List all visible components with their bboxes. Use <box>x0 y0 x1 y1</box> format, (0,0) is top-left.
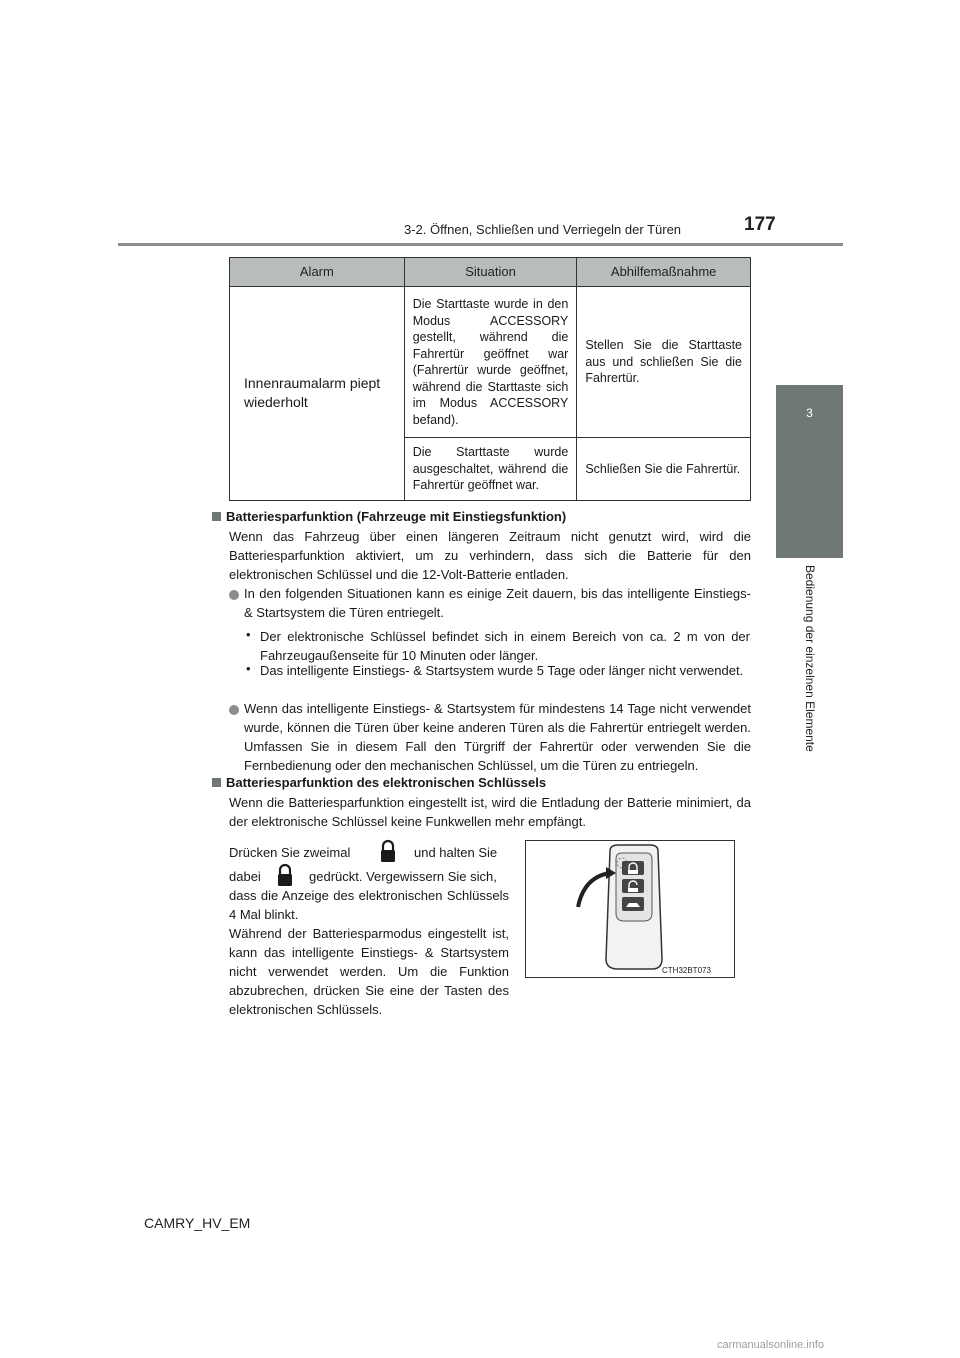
square-bullet-icon <box>212 512 221 521</box>
section-heading-text: Batteriesparfunktion (Fahrzeuge mit Einstiegsfunktion) <box>226 509 567 524</box>
table-row <box>230 287 751 438</box>
table-cell-situation: Die Starttaste wurde ausgeschaltet, während die Fahrertür geöffnet war. <box>404 438 577 501</box>
instruction-text: Während der Batteriesparmodus eingestellt ist, kann das intelligente Einstiegs- & Startsystem nicht verwendet werden. Um die Funktion abzubrechen, drücken Sie eine der Tasten des elektronischen Schlüssels. <box>229 926 509 1017</box>
electronic-key-illustration <box>525 840 735 978</box>
instruction-text: gedrückt. Vergewissern Sie sich, <box>309 869 497 884</box>
table-cell-alarm: Innenraumalarm piept wiederholt <box>230 287 405 501</box>
section-heading <box>212 507 752 526</box>
watermark: carmanualsonline.info <box>717 1339 825 1351</box>
table-header-cell: Alarm <box>230 258 405 287</box>
bullet-paragraph: Wenn das intelligente Einstiegs- & Startsystem für mindestens 14 Tage nicht verwendet wurde, können die Türen über keine anderen Türen als die Fahrertür entriegelt werden. Umfassen Sie in diesem Fall den Türgriff der Fahrertür oder verwenden Sie die Fernbedienung oder den mechanischen Schlüssel, um die Türen zu entriegeln. <box>244 701 751 773</box>
table-cell-situation: Die Starttaste wurde in den Modus ACCESSORY gestellt, während die Fahrertür geöffnet war (Fahrertür wurde geöffnet, während die Starttaste sich im Modus ACCESSORY befand). <box>404 287 577 438</box>
chapter-tab-label: Bedienung der einzelnen Elemente <box>803 565 817 752</box>
instruction-text: dabei <box>229 869 261 884</box>
footer-model-code: CAMRY_HV_EM <box>144 1215 251 1231</box>
section-heading <box>212 773 752 792</box>
lock-icon <box>378 838 398 864</box>
alarm-table <box>229 257 751 501</box>
sub-bullet-text: Das intelligente Einstiegs- & Startsystem wurde 5 Tage oder länger nicht verwendet. <box>260 663 744 678</box>
sub-bullet-marker: • <box>246 661 251 676</box>
lock-icon <box>275 862 295 888</box>
circle-bullet-icon <box>229 705 239 715</box>
image-code: CTH32BT073 <box>662 966 711 975</box>
instruction-text: dass die Anzeige des elektronischen Schlüssels 4 Mal blinkt. <box>229 888 509 922</box>
circle-bullet-icon <box>229 590 239 600</box>
table-cell-remedy: Stellen Sie die Starttaste aus und schließen Sie die Fahrertür. <box>577 287 751 438</box>
table-header-row <box>230 258 751 287</box>
section-heading-text: Batteriesparfunktion des elektronischen Schlüssels <box>226 775 547 790</box>
square-bullet-icon <box>212 778 221 787</box>
table-cell-remedy: Schließen Sie die Fahrertür. <box>577 438 751 501</box>
instruction-text: Drücken Sie zweimal <box>229 845 351 860</box>
table-header-cell: Situation <box>404 258 577 287</box>
instruction-text: und halten Sie <box>414 845 498 860</box>
header-rule <box>118 243 843 246</box>
paragraph: Wenn das Fahrzeug über einen längeren Zeitraum nicht genutzt wird, wird die Batteriesparfunktion aktiviert, um zu verhindern, dass sich die Batterie für den elektronischen Schlüssel und die 12-Volt-Batterie entladen. <box>229 529 751 582</box>
running-header-title: 3-2. Öffnen, Schließen und Verriegeln der Türen <box>404 222 682 237</box>
paragraph: Wenn die Batteriesparfunktion eingestellt ist, wird die Entladung der Batterie minimiert, da der elektronische Schlüssel keine Funkwellen mehr empfängt. <box>229 795 751 829</box>
sub-bullet-text: Der elektronische Schlüssel befindet sich in einem Bereich von ca. 2 m von der Fahrzeugaußenseite für 10 Minuten oder länger. <box>260 629 750 663</box>
sub-bullet-marker: • <box>246 627 251 642</box>
table-header-cell: Abhilfemaßnahme <box>577 258 751 287</box>
electronic-key-icon <box>526 841 734 977</box>
chapter-tab-label-wrap <box>776 565 843 765</box>
bullet-paragraph: In den folgenden Situationen kann es einige Zeit dauern, bis das intelligente Einstiegs- & Startsystem die Türen entriegelt. <box>244 586 751 620</box>
page-number: 177 <box>744 214 776 235</box>
chapter-tab-number: 3 <box>806 406 813 420</box>
